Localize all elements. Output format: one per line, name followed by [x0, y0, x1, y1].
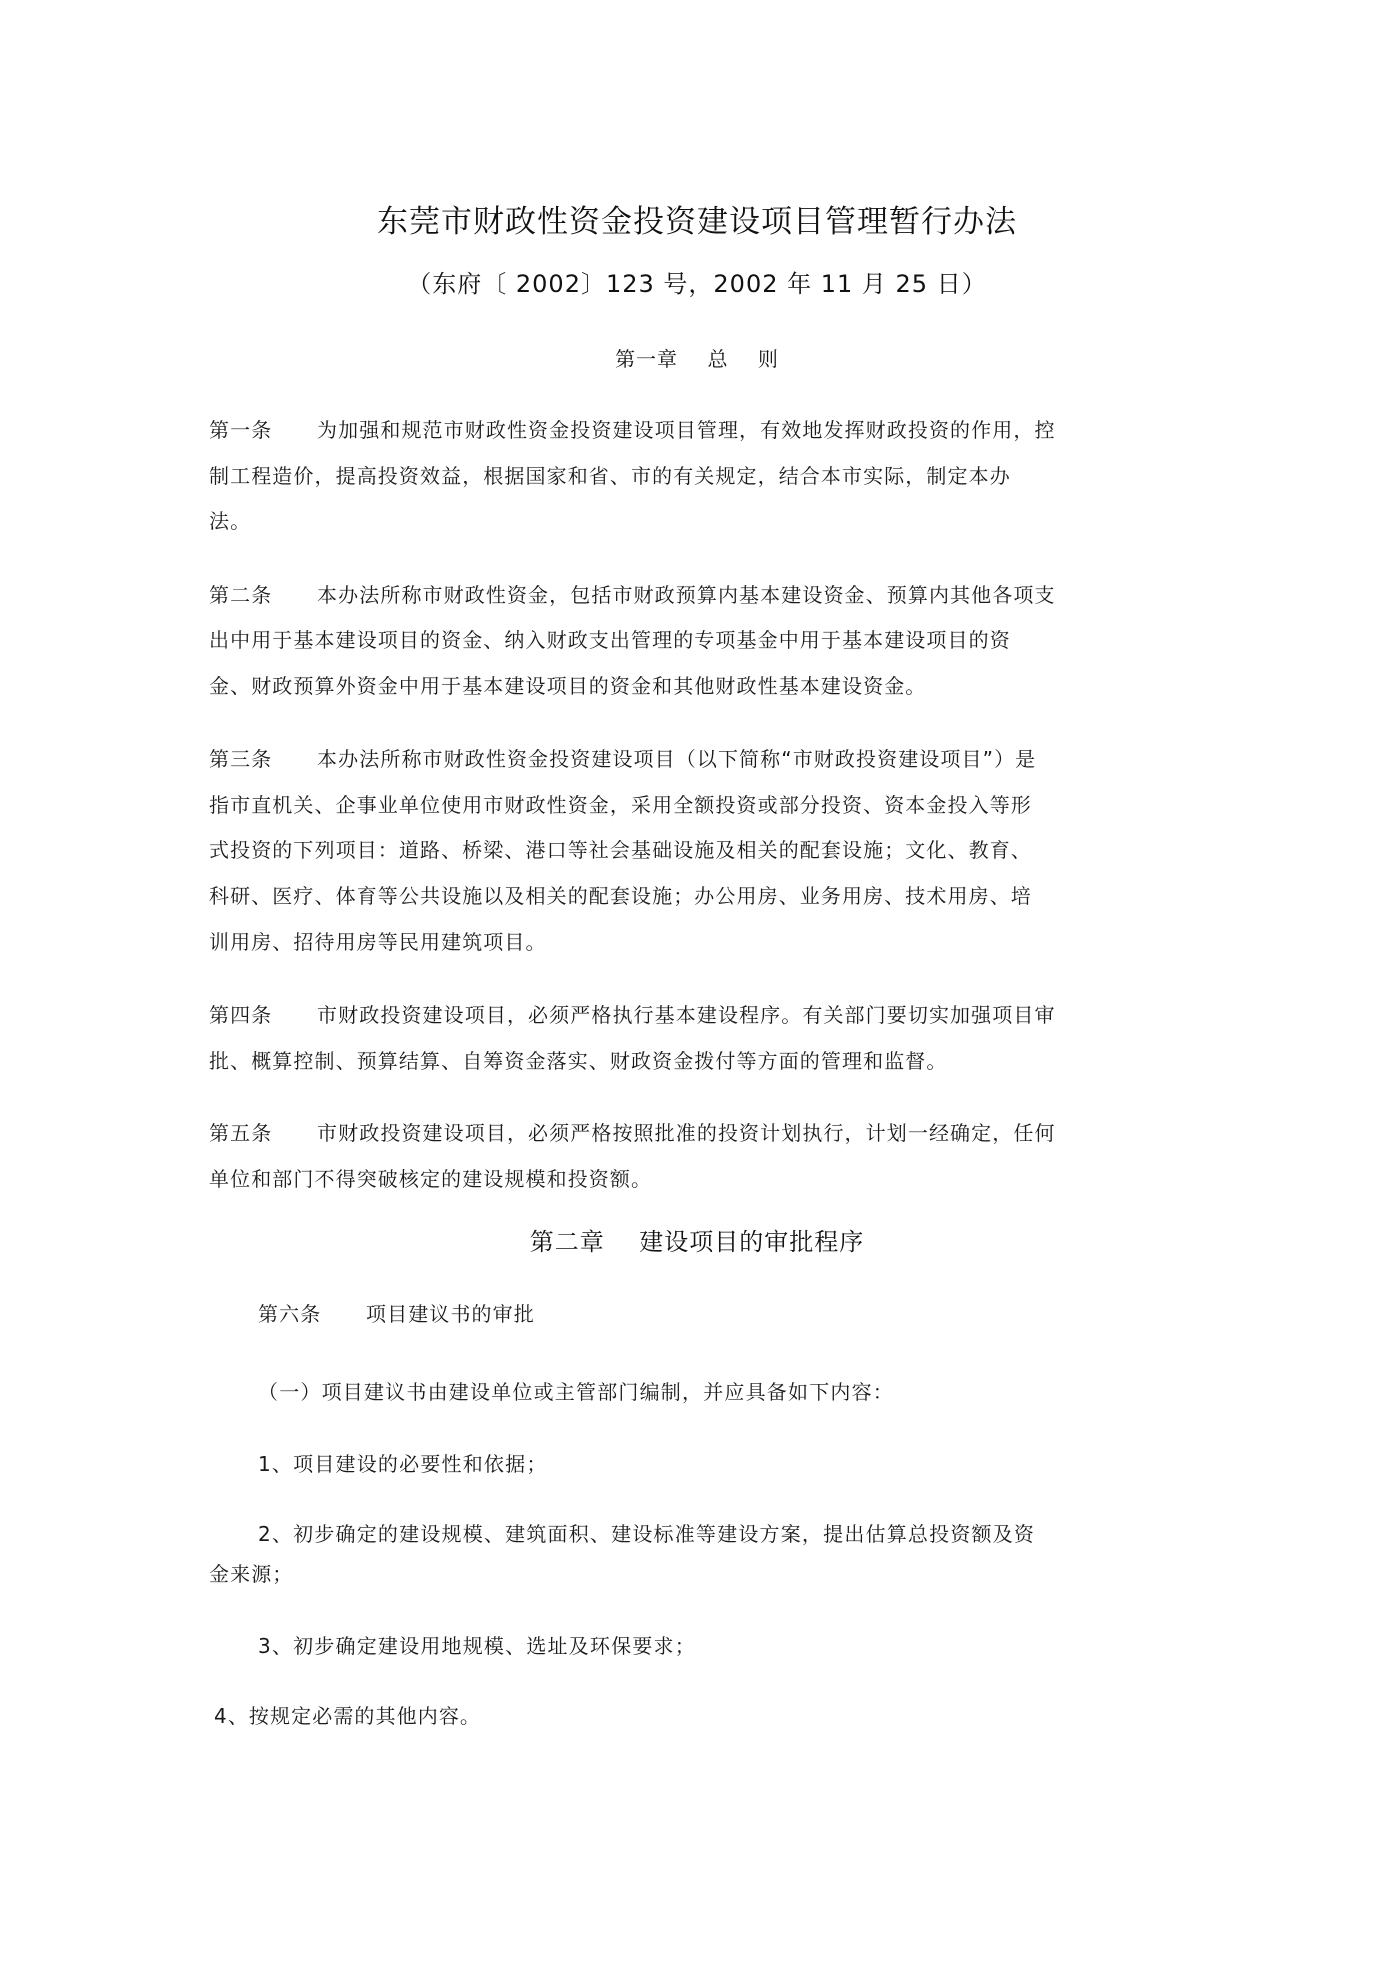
article-2-line-2: 出中用于基本建设项目的资金、纳入财政支出管理的专项基金中用于基本建设项目的资: [209, 628, 1011, 652]
chapter-heading-2: 第二章 建设项目的审批程序: [529, 1228, 865, 1256]
article-3-line-1: 第三条 本办法所称市财政性资金投资建设项目（以下简称“市财政投资建设项目”）是: [209, 747, 1037, 771]
article-5-line-1: 第五条 市财政投资建设项目，必须严格按照批准的投资计划执行，计划一经确定，任何: [209, 1121, 1056, 1145]
chapter-heading-1: 第一章 总 则: [615, 347, 779, 371]
article-1-line-3: 法。: [209, 509, 252, 533]
article-3-line-3: 式投资的下列项目：道路、桥梁、港口等社会基础设施及相关的配套设施；文化、教育、: [209, 838, 1032, 862]
article-1-line-1: 第一条 为加强和规范市财政性资金投资建设项目管理，有效地发挥财政投资的作用，控: [209, 418, 1056, 442]
article-3-line-4: 科研、医疗、体育等公共设施以及相关的配套设施；办公用房、业务用房、技术用房、培: [209, 884, 1032, 908]
article-4-line-2: 批、概算控制、预算结算、自筹资金落实、财政资金拨付等方面的管理和监督。: [209, 1049, 948, 1073]
list-item-3: 3、初步确定建设用地规模、选址及环保要求；: [258, 1634, 696, 1658]
article-3-line-2: 指市直机关、企事业单位使用市财政性资金，采用全额投资或部分投资、资本金投入等形: [209, 793, 1032, 817]
document-title: 东莞市财政性资金投资建设项目管理暂行办法: [377, 204, 1017, 240]
article-2-line-3: 金、财政预算外资金中用于基本建设项目的资金和其他财政性基本建设资金。: [209, 674, 927, 698]
item-intro: （一）项目建议书由建设单位或主管部门编制，并应具备如下内容：: [258, 1380, 894, 1404]
article-1-line-2: 制工程造价，提高投资效益，根据国家和省、市的有关规定，结合本市实际，制定本办: [209, 464, 1011, 488]
list-item-4: 4、按规定必需的其他内容。: [214, 1704, 482, 1728]
article-6-heading: 第六条 项目建议书的审批: [258, 1302, 535, 1326]
document-subtitle: （东府〔 2002〕123 号，2002 年 11 月 25 日）: [407, 270, 987, 298]
article-3-line-5: 训用房、招待用房等民用建筑项目。: [209, 930, 547, 954]
list-item-2-line-2: 金来源；: [209, 1562, 294, 1586]
article-4-line-1: 第四条 市财政投资建设项目，必须严格执行基本建设程序。有关部门要切实加强项目审: [209, 1003, 1056, 1027]
article-5-line-2: 单位和部门不得突破核定的建设规模和投资额。: [209, 1167, 653, 1191]
article-2-line-1: 第二条 本办法所称市财政性资金，包括市财政预算内基本建设资金、预算内其他各项支: [209, 583, 1056, 607]
list-item-2-line-1: 2、初步确定的建设规模、建筑面积、建设标准等建设方案，提出估算总投资额及资: [258, 1522, 1036, 1546]
list-item-1: 1、项目建设的必要性和依据；: [258, 1452, 548, 1476]
